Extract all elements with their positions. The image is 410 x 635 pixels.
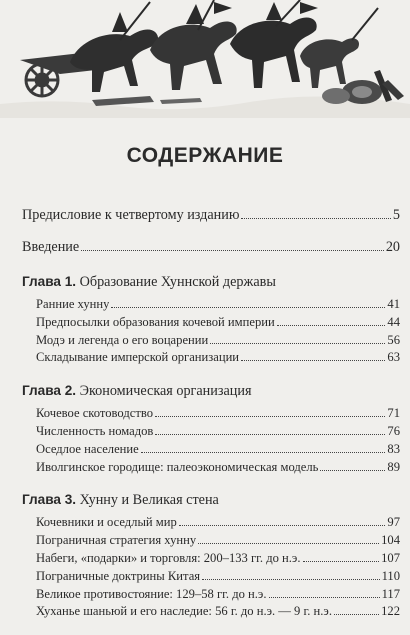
header-illustration xyxy=(0,0,410,118)
toc-entry-page: 56 xyxy=(387,332,400,347)
dot-leader xyxy=(303,561,380,562)
chapter-block xyxy=(22,381,400,476)
toc-entry-intro[interactable] xyxy=(22,238,400,256)
toc-entry-title: Пограничная стратегия хунну xyxy=(36,533,197,548)
dot-leader xyxy=(111,307,385,308)
toc-entry-preface[interactable] xyxy=(22,206,400,224)
toc-entry-title: Складывание имперской организации xyxy=(36,350,240,365)
dot-leader xyxy=(155,416,385,417)
toc-subentry[interactable] xyxy=(22,332,400,350)
toc-subentry[interactable] xyxy=(22,603,400,621)
dot-leader xyxy=(155,434,385,435)
toc-entry-title: Набеги, «подарки» и торговля: 200–133 гг. до н.э. xyxy=(36,550,301,565)
toc-entry-page: 104 xyxy=(381,533,400,548)
toc-entry-title: Ранние хунну xyxy=(36,297,110,311)
toc-entry-title: Великое противостояние: 129–58 гг. до н.э. xyxy=(36,586,267,601)
toc-entry-page: 89 xyxy=(387,459,400,474)
toc-subentry[interactable] xyxy=(22,405,400,423)
dot-leader xyxy=(179,525,386,526)
toc-entry-page: 5 xyxy=(392,207,400,223)
toc-entry-page: 41 xyxy=(387,297,400,311)
toc-entry-title: Предисловие к четвертому изданию xyxy=(22,207,240,223)
dot-leader xyxy=(269,597,380,598)
dot-leader xyxy=(277,325,386,326)
toc-entry-page: 83 xyxy=(387,441,400,456)
toc-subentry[interactable] xyxy=(22,550,400,568)
toc-subentry[interactable] xyxy=(22,314,400,332)
toc-subentry[interactable] xyxy=(22,532,400,550)
table-of-contents xyxy=(22,206,400,635)
chapter-label: Глава 2. xyxy=(22,383,77,399)
page-title: СОДЕРЖАНИЕ xyxy=(126,144,284,167)
toc-entry-title: Модэ и легенда о его воцарении xyxy=(36,332,209,347)
toc-entry-title: Кочевники и оседлый мир xyxy=(36,515,177,530)
toc-entry-title: Численность номадов xyxy=(36,423,154,438)
toc-subentry[interactable] xyxy=(22,349,400,367)
dot-leader xyxy=(210,343,385,344)
toc-entry-page: 71 xyxy=(387,406,400,421)
toc-entry-title: Кочевое скотоводство xyxy=(36,406,154,421)
chapter-label: Глава 1. xyxy=(22,274,77,289)
toc-entry-page: 63 xyxy=(387,350,400,365)
toc-entry-page: 20 xyxy=(385,239,400,255)
dot-leader xyxy=(141,452,386,453)
dot-leader xyxy=(241,218,390,219)
toc-entry-title: Оседлое население xyxy=(36,441,139,456)
toc-subentry[interactable] xyxy=(22,423,400,441)
chapter-heading[interactable] xyxy=(22,490,400,510)
chapter-heading[interactable] xyxy=(22,381,400,401)
toc-subentry[interactable] xyxy=(22,586,400,604)
toc-entry-title: Введение xyxy=(22,239,80,255)
toc-entry-page: 107 xyxy=(381,550,400,565)
chapter-title: Экономическая организация xyxy=(79,383,252,400)
toc-entry-page: 97 xyxy=(387,515,400,530)
chapter-block xyxy=(22,272,400,367)
toc-entry-page: 122 xyxy=(381,604,400,619)
toc-entry-title: Хуханье шаньюй и его наследие: 56 г. до н.э. — 9 г. н.э. xyxy=(36,604,332,619)
toc-entry-title: Иволгинское городище: палеоэкономическая модель xyxy=(36,459,319,474)
chapter-title: Хунну и Великая стена xyxy=(79,492,219,509)
horsemen-silhouette-icon xyxy=(0,0,410,118)
dot-leader xyxy=(320,470,385,471)
dot-leader xyxy=(198,543,379,544)
toc-subentry[interactable] xyxy=(22,568,400,586)
toc-subentry[interactable] xyxy=(22,296,400,314)
chapter-block xyxy=(22,490,400,621)
chapter-title: Образование Хуннской державы xyxy=(79,274,276,290)
toc-subentry[interactable] xyxy=(22,514,400,532)
toc-entry-page: 110 xyxy=(381,568,400,583)
dot-leader xyxy=(81,250,384,251)
dot-leader xyxy=(334,614,379,615)
toc-entry-page: 76 xyxy=(387,423,400,438)
toc-entry-page: 44 xyxy=(387,314,400,329)
chapter-heading[interactable] xyxy=(22,272,400,292)
toc-subentry[interactable] xyxy=(22,441,400,459)
toc-entry-title: Предпосылки образования кочевой империи xyxy=(36,314,275,329)
dot-leader xyxy=(241,360,385,361)
dot-leader xyxy=(202,579,379,580)
toc-entry-title: Пограничные доктрины Китая xyxy=(36,568,201,583)
chapter-label: Глава 3. xyxy=(22,492,77,508)
toc-subentry[interactable] xyxy=(22,459,400,477)
toc-entry-page: 117 xyxy=(381,586,400,601)
